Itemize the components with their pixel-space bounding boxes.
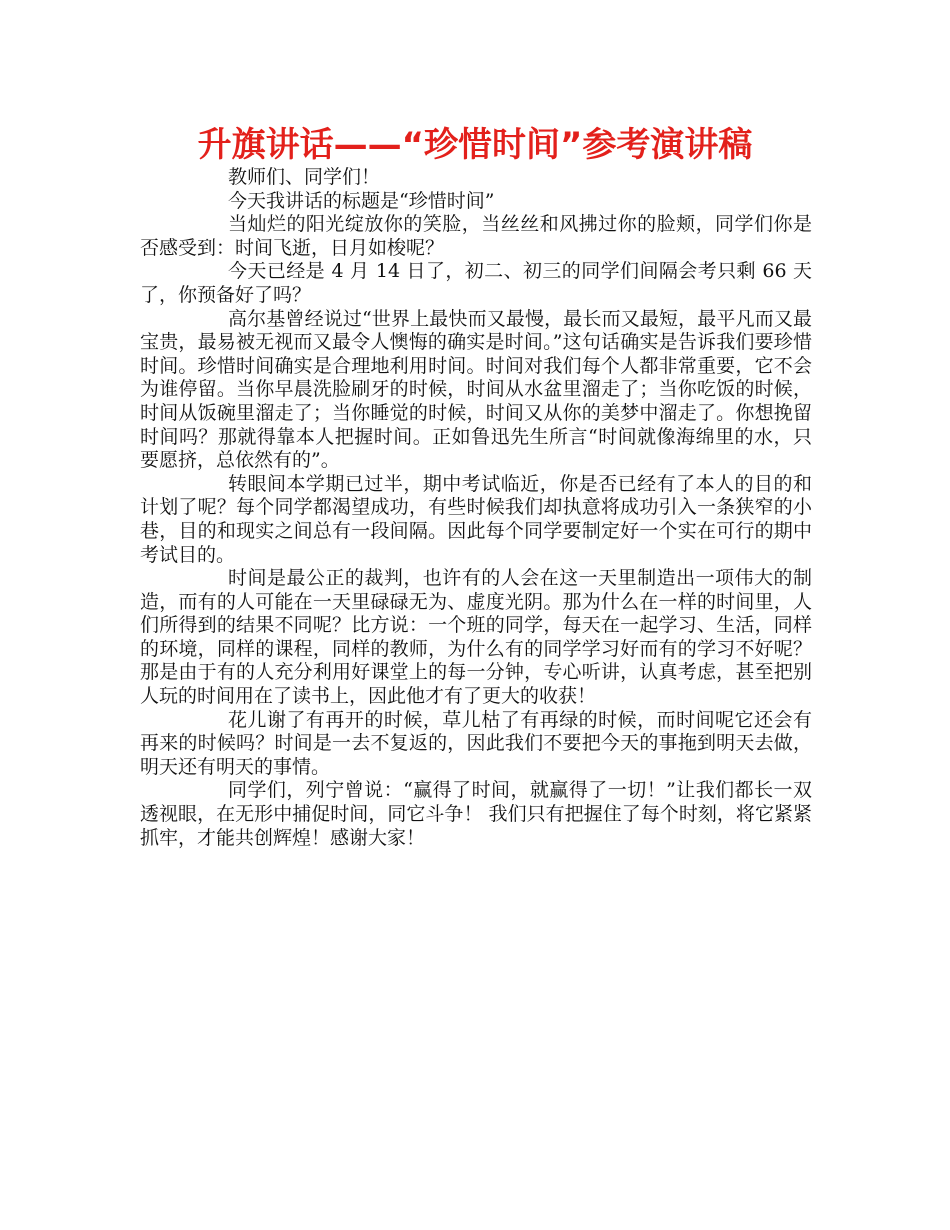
paragraph: 当灿烂的阳光绽放你的笑脸，当丝丝和风拂过你的脸颊，同学们你是否感受到：时间飞逝，日月如梭呢？ xyxy=(140,213,812,259)
document-body xyxy=(140,166,812,850)
paragraph-greeting: 教师们、同学们！ xyxy=(228,166,381,188)
paragraph-topic: 今天我讲话的标题是“珍惜时间” xyxy=(228,189,495,212)
paragraph: 今天已经是 4 月 14 日了，初二、初三的同学们间隔会考只剩 66 天了，你预备好了吗？ xyxy=(140,260,812,306)
paragraph: 时间是最公正的裁判，也许有的人会在这一天里制造出一项伟大的制造，而有的人可能在一天里碌碌无为、虚度光阴。那为什么在一样的时间里，人们所得到的结果不同呢？比方说：一个班的同学，每天在一起学习、生活，同样的环境，同样的课程，同样的教师，为什么有的同学学习好而有的学习不好呢？那是由于有的人充分利用好课堂上的每一分钟，专心听讲，认真考虑，甚至把别人玩的时间用在了读书上，因此他才有了更大的收获！ xyxy=(140,567,812,708)
document-title: 升旗讲话——“珍惜时间”参考演讲稿 xyxy=(197,125,753,165)
paragraph-closing: 同学们，列宁曾说：“赢得了时间，就赢得了一切！”让我们都长一双透视眼，在无形中捕促时间，同它斗争！ 我们只有把握住了每个时刻，将它紧紧抓牢，才能共创辉煌！感谢大家！ xyxy=(140,779,812,849)
paragraph: 花儿谢了有再开的时候，草儿枯了有再绿的时候，而时间呢它还会有再来的时候吗？时间是一去不复返的，因此我们不要把今天的事拖到明天去做，明天还有明天的事情。 xyxy=(140,708,812,778)
paragraph: 转眼间本学期已过半，期中考试临近，你是否已经有了本人的目的和计划了呢？每个同学都渴望成功，有些时候我们却执意将成功引入一条狭窄的小巷，目的和现实之间总有一段间隔。因此每个同学要制定好一个实在可行的期中考试目的。 xyxy=(140,472,812,566)
paragraph: 高尔基曾经说过“世界上最快而又最慢，最长而又最短，最平凡而又最宝贵，最易被无视而又最令人懊悔的确实是时间。”这句话确实是告诉我们要珍惜时间。珍惜时间确实是合理地利用时间。时间对我们每个人都非常重要，它不会为谁停留。当你早晨洗脸刷牙的时候，时间从水盆里溜走了；当你吃饭的时候，时间从饭碗里溜走了；当你睡觉的时候，时间又从你的美梦中溜走了。你想挽留时间吗？那就得靠本人把握时间。正如鲁迅先生所言“时间就像海绵里的水，只要愿挤，总依然有的”。 xyxy=(140,307,812,472)
